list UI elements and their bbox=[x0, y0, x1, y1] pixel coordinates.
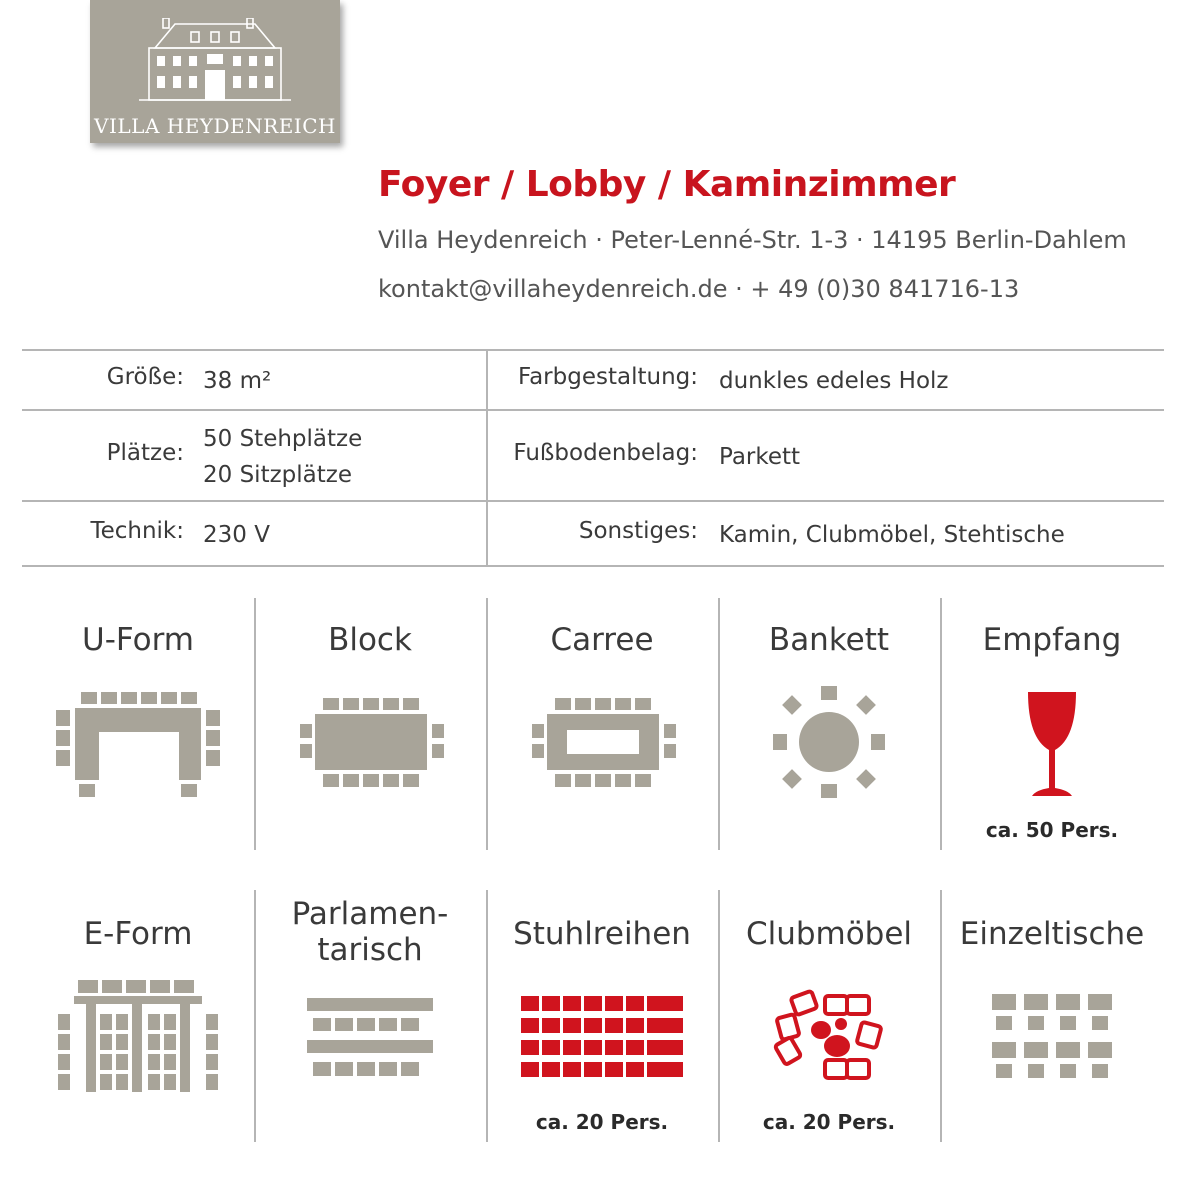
layout-title-line-2: tarisch bbox=[317, 932, 423, 968]
logo-text: VILLA HEYDENREICH bbox=[94, 114, 336, 138]
layout-e-form bbox=[22, 890, 254, 1142]
table-line-1 bbox=[22, 409, 1164, 411]
bankett-icon bbox=[773, 686, 885, 798]
block-icon bbox=[297, 696, 447, 792]
layout-title: Bankett bbox=[768, 622, 890, 658]
seats-value-sitting: 20 Sitzplätze bbox=[203, 462, 352, 488]
layout-title: Clubmöbel bbox=[745, 916, 913, 952]
seats-value-standing: 50 Stehplätze bbox=[203, 426, 363, 452]
layout-title: Parlamen- bbox=[291, 896, 449, 932]
carree-icon bbox=[529, 696, 679, 792]
layout-title: Block bbox=[328, 622, 412, 658]
layout-carree bbox=[486, 598, 718, 850]
technik-value: 230 V bbox=[203, 522, 270, 548]
capacity-label: ca. 20 Pers. bbox=[762, 1110, 896, 1134]
villa-logo bbox=[90, 0, 340, 143]
misc-label: Sonstiges: bbox=[578, 518, 698, 544]
technik-label: Technik: bbox=[90, 518, 184, 544]
layout-stuhlreihen bbox=[486, 890, 718, 1142]
contact-line: kontakt@villaheydenreich.de · + 49 (0)30 841716-13 bbox=[378, 275, 1020, 303]
layout-u-form bbox=[22, 598, 254, 850]
layout-block bbox=[254, 598, 486, 850]
table-line-2 bbox=[22, 500, 1164, 502]
color-label: Farbgestaltung: bbox=[517, 364, 698, 390]
room-title: Foyer / Lobby / Kaminzimmer bbox=[378, 164, 956, 205]
layout-title: Empfang bbox=[982, 622, 1122, 658]
capacity-label: ca. 50 Pers. bbox=[985, 818, 1119, 842]
u-form-icon bbox=[53, 692, 223, 800]
layout-title: Stuhlreihen bbox=[513, 916, 691, 952]
club-furniture-icon bbox=[773, 988, 885, 1084]
table-line-top bbox=[22, 349, 1164, 351]
table-divider bbox=[486, 349, 488, 567]
capacity-label: ca. 20 Pers. bbox=[535, 1110, 669, 1134]
layout-parlamentarisch bbox=[254, 890, 486, 1142]
misc-value: Kamin, Clubmöbel, Stehtische bbox=[719, 522, 1065, 548]
layout-title: Carree bbox=[550, 622, 654, 658]
floor-value: Parkett bbox=[719, 444, 801, 470]
parlamentarisch-icon bbox=[307, 998, 433, 1078]
layout-title: U-Form bbox=[82, 622, 194, 658]
address-line: Villa Heydenreich · Peter-Lenné-Str. 1-3 · 14195 Berlin-Dahlem bbox=[378, 226, 1127, 254]
single-tables-icon bbox=[990, 994, 1116, 1084]
floor-label: Fußbodenbelag: bbox=[513, 440, 698, 466]
table-line-bottom bbox=[22, 565, 1164, 567]
e-form-icon bbox=[56, 980, 220, 1096]
layout-bankett bbox=[718, 598, 940, 850]
layout-empfang bbox=[940, 598, 1164, 850]
seats-label: Plätze: bbox=[106, 440, 184, 466]
layout-clubmoebel bbox=[718, 890, 940, 1142]
layout-title: Einzeltische bbox=[959, 916, 1145, 952]
size-value: 38 m² bbox=[203, 368, 272, 394]
chair-rows-icon bbox=[521, 996, 683, 1078]
wine-glass-icon bbox=[1022, 690, 1082, 800]
layout-einzeltische bbox=[940, 890, 1164, 1142]
villa-building-icon bbox=[135, 18, 295, 104]
size-label: Größe: bbox=[106, 364, 184, 390]
color-value: dunkles edeles Holz bbox=[719, 368, 949, 394]
layout-title: E-Form bbox=[83, 916, 193, 952]
